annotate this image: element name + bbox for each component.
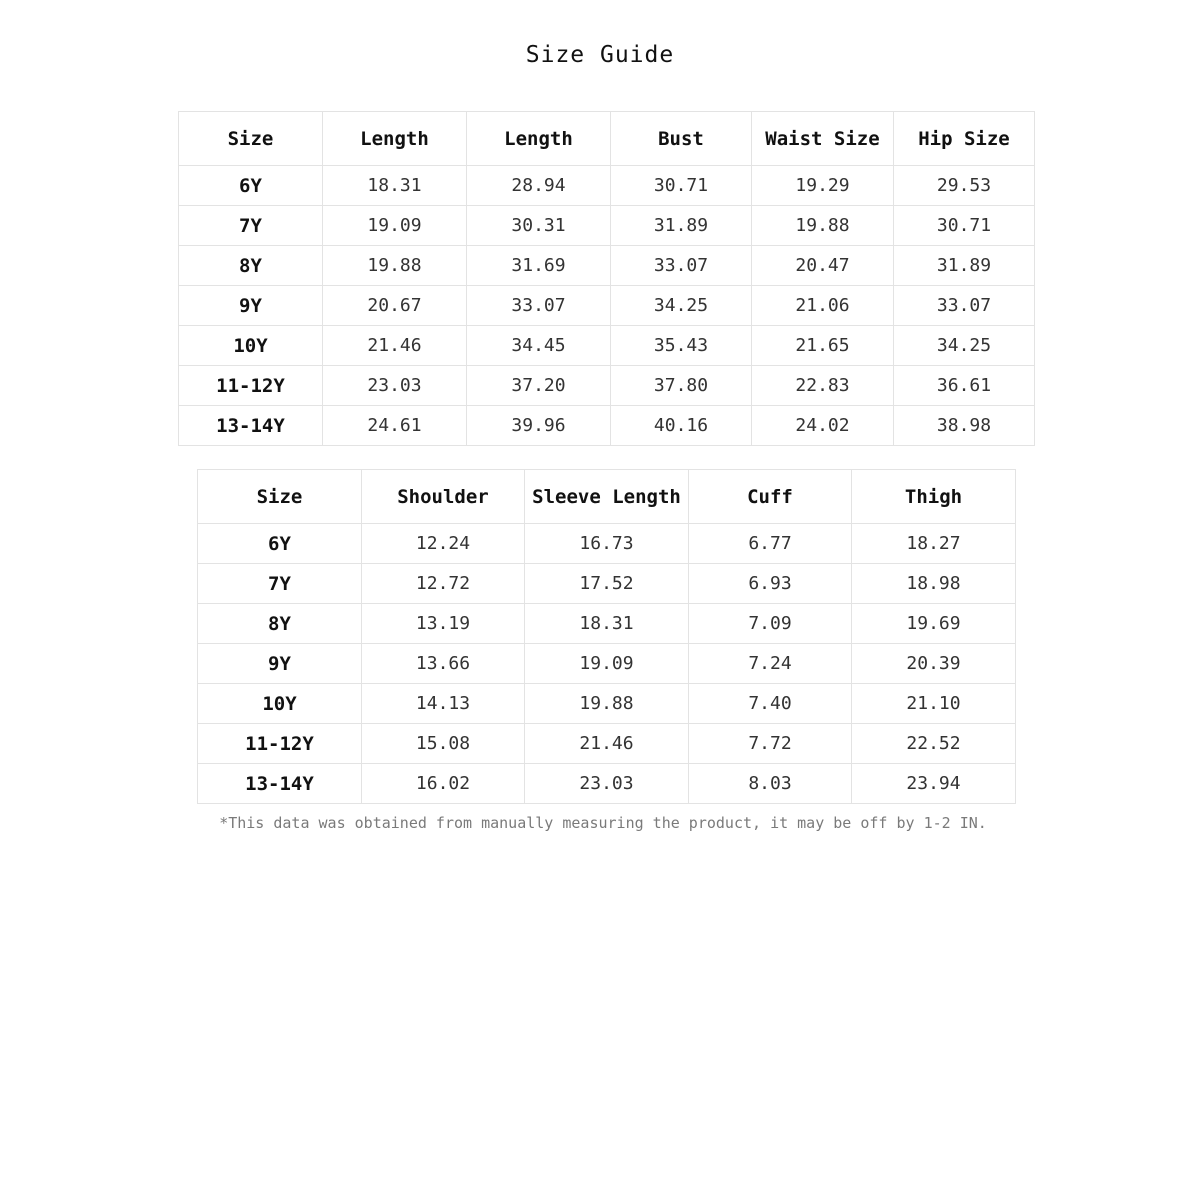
table-cell: 20.39 bbox=[852, 644, 1016, 684]
table-cell: 18.31 bbox=[323, 166, 467, 206]
table-cell: 12.72 bbox=[362, 564, 525, 604]
table-row bbox=[179, 406, 1035, 446]
table-row bbox=[179, 166, 1035, 206]
table-cell: 7.09 bbox=[689, 604, 852, 644]
table-cell: 30.71 bbox=[894, 206, 1035, 246]
table-cell: 13.66 bbox=[362, 644, 525, 684]
size-cell: 9Y bbox=[179, 286, 323, 326]
table-cell: 23.03 bbox=[323, 366, 467, 406]
table-cell: 16.02 bbox=[362, 764, 525, 804]
column-header: Cuff bbox=[689, 470, 852, 524]
table-cell: 8.03 bbox=[689, 764, 852, 804]
table-cell: 30.71 bbox=[611, 166, 752, 206]
table-cell: 39.96 bbox=[467, 406, 611, 446]
table-cell: 23.03 bbox=[525, 764, 689, 804]
table-cell: 34.45 bbox=[467, 326, 611, 366]
table-cell: 37.20 bbox=[467, 366, 611, 406]
table-cell: 22.52 bbox=[852, 724, 1016, 764]
size-cell: 9Y bbox=[198, 644, 362, 684]
table-row bbox=[198, 764, 1016, 804]
column-header: Thigh bbox=[852, 470, 1016, 524]
table-cell: 29.53 bbox=[894, 166, 1035, 206]
table-cell: 21.06 bbox=[752, 286, 894, 326]
table-cell: 7.40 bbox=[689, 684, 852, 724]
size-cell: 13-14Y bbox=[198, 764, 362, 804]
table-cell: 40.16 bbox=[611, 406, 752, 446]
table-cell: 19.88 bbox=[323, 246, 467, 286]
size-cell: 7Y bbox=[179, 206, 323, 246]
column-header: Size bbox=[198, 470, 362, 524]
column-header: Hip Size bbox=[894, 112, 1035, 166]
table-cell: 19.69 bbox=[852, 604, 1016, 644]
table-cell: 7.72 bbox=[689, 724, 852, 764]
table-cell: 18.31 bbox=[525, 604, 689, 644]
table-cell: 31.89 bbox=[611, 206, 752, 246]
size-table-body-measurements bbox=[178, 111, 1035, 446]
table-cell: 19.88 bbox=[752, 206, 894, 246]
table-cell: 6.93 bbox=[689, 564, 852, 604]
table-cell: 38.98 bbox=[894, 406, 1035, 446]
table-cell: 23.94 bbox=[852, 764, 1016, 804]
table-cell: 24.61 bbox=[323, 406, 467, 446]
size-table-sleeve-measurements bbox=[197, 469, 1016, 804]
size-cell: 6Y bbox=[198, 524, 362, 564]
column-header: Bust bbox=[611, 112, 752, 166]
column-header: Sleeve Length bbox=[525, 470, 689, 524]
table-cell: 15.08 bbox=[362, 724, 525, 764]
size-cell: 6Y bbox=[179, 166, 323, 206]
table-row bbox=[179, 326, 1035, 366]
table-cell: 34.25 bbox=[611, 286, 752, 326]
table-cell: 19.09 bbox=[323, 206, 467, 246]
size-cell: 8Y bbox=[198, 604, 362, 644]
table-cell: 17.52 bbox=[525, 564, 689, 604]
size-cell: 10Y bbox=[198, 684, 362, 724]
table-cell: 33.07 bbox=[894, 286, 1035, 326]
table-cell: 21.10 bbox=[852, 684, 1016, 724]
table-cell: 22.83 bbox=[752, 366, 894, 406]
table-cell: 28.94 bbox=[467, 166, 611, 206]
table-cell: 13.19 bbox=[362, 604, 525, 644]
size-cell: 10Y bbox=[179, 326, 323, 366]
table-cell: 37.80 bbox=[611, 366, 752, 406]
table-row bbox=[198, 604, 1016, 644]
table-cell: 12.24 bbox=[362, 524, 525, 564]
table-row bbox=[198, 644, 1016, 684]
column-header: Shoulder bbox=[362, 470, 525, 524]
table-cell: 36.61 bbox=[894, 366, 1035, 406]
table-row bbox=[179, 246, 1035, 286]
column-header: Length bbox=[323, 112, 467, 166]
table-row bbox=[198, 524, 1016, 564]
column-header: Waist Size bbox=[752, 112, 894, 166]
table-cell: 34.25 bbox=[894, 326, 1035, 366]
table-cell: 6.77 bbox=[689, 524, 852, 564]
size-cell: 7Y bbox=[198, 564, 362, 604]
table-row bbox=[179, 286, 1035, 326]
column-header: Size bbox=[179, 112, 323, 166]
table-cell: 16.73 bbox=[525, 524, 689, 564]
size-cell: 11-12Y bbox=[179, 366, 323, 406]
table-cell: 35.43 bbox=[611, 326, 752, 366]
table-cell: 19.88 bbox=[525, 684, 689, 724]
table-row bbox=[198, 724, 1016, 764]
table-cell: 33.07 bbox=[467, 286, 611, 326]
table-row bbox=[198, 564, 1016, 604]
table-cell: 21.46 bbox=[525, 724, 689, 764]
table-cell: 31.69 bbox=[467, 246, 611, 286]
table-cell: 19.29 bbox=[752, 166, 894, 206]
table-cell: 18.98 bbox=[852, 564, 1016, 604]
table-cell: 20.67 bbox=[323, 286, 467, 326]
table-cell: 18.27 bbox=[852, 524, 1016, 564]
table-cell: 14.13 bbox=[362, 684, 525, 724]
table-cell: 31.89 bbox=[894, 246, 1035, 286]
table-cell: 19.09 bbox=[525, 644, 689, 684]
table-cell: 30.31 bbox=[467, 206, 611, 246]
size-cell: 11-12Y bbox=[198, 724, 362, 764]
table-cell: 33.07 bbox=[611, 246, 752, 286]
table-cell: 7.24 bbox=[689, 644, 852, 684]
table-cell: 20.47 bbox=[752, 246, 894, 286]
table-row bbox=[198, 684, 1016, 724]
table-cell: 24.02 bbox=[752, 406, 894, 446]
column-header: Length bbox=[467, 112, 611, 166]
page-title: Size Guide bbox=[525, 42, 675, 68]
table-cell: 21.46 bbox=[323, 326, 467, 366]
table-cell: 21.65 bbox=[752, 326, 894, 366]
table-row bbox=[179, 366, 1035, 406]
measurement-disclaimer: *This data was obtained from manually measuring the product, it may be off by 1-2 IN. bbox=[219, 814, 987, 832]
size-cell: 13-14Y bbox=[179, 406, 323, 446]
table-header-row bbox=[198, 470, 1016, 524]
table-row bbox=[179, 206, 1035, 246]
size-cell: 8Y bbox=[179, 246, 323, 286]
table-header-row bbox=[179, 112, 1035, 166]
